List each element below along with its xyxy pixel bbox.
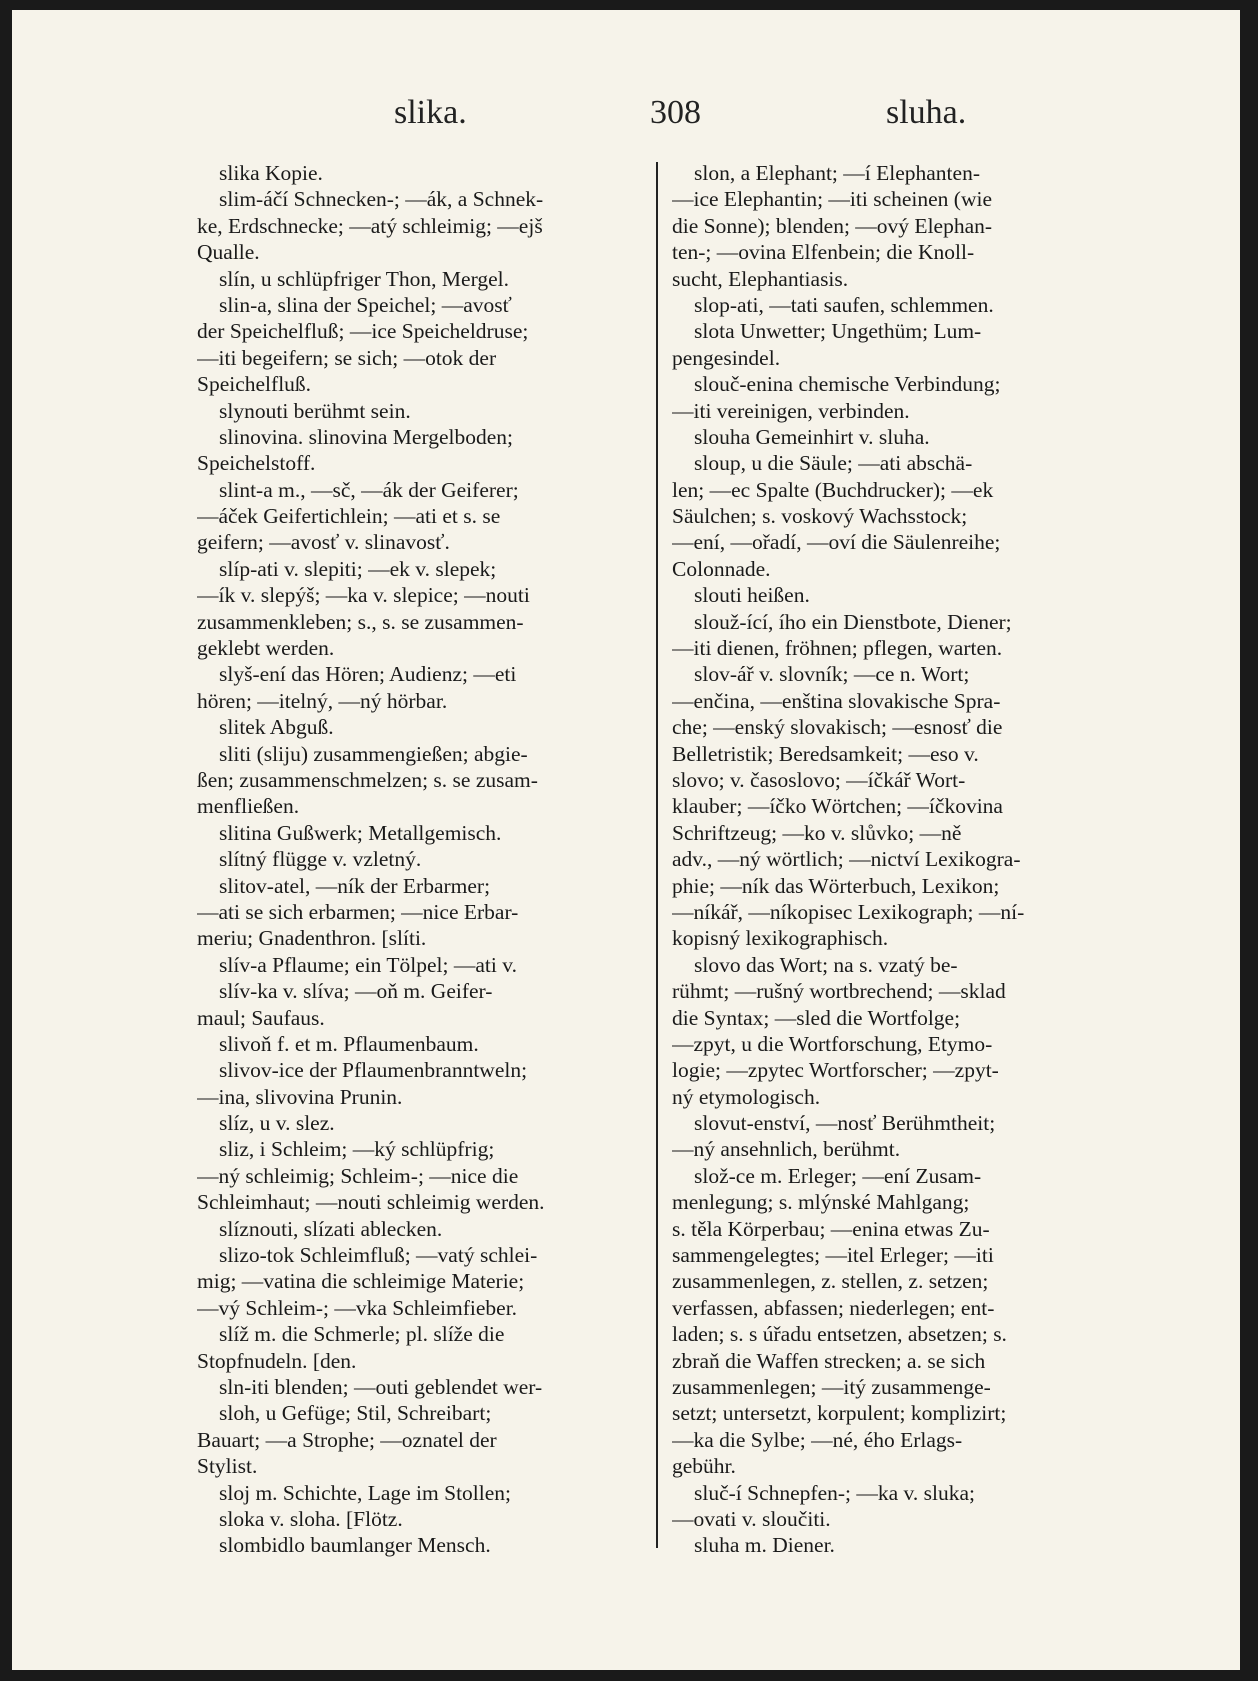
entry-line: klauber; —íčko Wörtchen; —íčkovina — [672, 794, 1003, 819]
entry-line: slíz, u v. slez. — [219, 1111, 335, 1136]
entry-line: slota Unwetter; Ungethüm; Lum- — [694, 319, 982, 344]
entry-line: ný etymologisch. — [672, 1084, 821, 1109]
entry-line: phie; —ník das Wörterbuch, Lexikon; — [672, 873, 1000, 898]
entry-line: —iti vereinigen, verbinden. — [672, 398, 910, 423]
entry-line: geifern; —avosť v. slinavosť. — [197, 530, 450, 555]
entry-line: sluha m. Diener. — [694, 1533, 835, 1558]
entry-line: slitina Gußwerk; Metallgemisch. — [219, 820, 502, 845]
entry-line: menfließen. — [197, 794, 300, 819]
right-column — [672, 160, 1144, 1559]
entry-line: Säulchen; s. voskový Wachsstock; — [672, 504, 968, 529]
left-column — [197, 160, 669, 1559]
entry-line: Schriftzeug; —ko v. slůvko; —ně — [672, 820, 962, 845]
entry-line: —vý Schleim-; —vka Schleimfieber. — [197, 1295, 518, 1320]
entry-line: slíznouti, slízati ablecken. — [219, 1216, 443, 1241]
entry-line: ßen; zusammenschmelzen; s. se zusam- — [197, 767, 538, 792]
entry-line: adv., —ný wörtlich; —nictví Lexikogra- — [672, 847, 1021, 872]
entry-line: gebühr. — [672, 1454, 736, 1479]
header-right-word: sluha. — [886, 94, 967, 131]
entry-line: verfassen, abfassen; niederlegen; ent- — [672, 1295, 995, 1320]
entry-line: sloh, u Gefüge; Stil, Schreibart; — [219, 1401, 492, 1426]
entry-line: —ka die Sylbe; —né, ého Erlags- — [672, 1427, 963, 1452]
entry-line: sloj m. Schichte, Lage im Stollen; — [219, 1480, 512, 1505]
entry-line: che; —enský slovakisch; —esnosť die — [672, 715, 1003, 740]
entry-line: —ík v. slepýš; —ka v. slepice; —nouti — [197, 583, 530, 608]
entry-line: slíp-ati v. slepiti; —ek v. slepek; — [219, 556, 497, 581]
entry-line: slovo das Wort; na s. vzatý be- — [694, 952, 958, 977]
entry-line: Schleimhaut; —nouti schleimig werden. — [197, 1190, 545, 1215]
page-header — [182, 94, 1082, 144]
entry-line: slítný flügge v. vzletný. — [219, 847, 422, 872]
entry-line: —ný schleimig; Schleim-; —nice die — [197, 1163, 519, 1188]
page-number: 308 — [650, 94, 701, 131]
entry-line: sloka v. sloha. [Flötz. — [219, 1506, 403, 1531]
entry-line: —zpyt, u die Wortforschung, Etymo- — [672, 1031, 993, 1056]
entry-line: laden; s. s úřadu entsetzen, absetzen; s. — [672, 1322, 1007, 1347]
entry-line: slouč-enina chemische Verbindung; — [694, 372, 1001, 397]
entry-line: —ovati v. sloučiti. — [672, 1506, 831, 1531]
entry-line: slop-ati, —tati saufen, schlemmen. — [694, 292, 994, 317]
entry-line: meriu; Gnadenthron. [slíti. — [197, 926, 427, 951]
entry-line: Bauart; —a Strophe; —oznatel der — [197, 1427, 497, 1452]
entry-line: pengesindel. — [672, 345, 781, 370]
entry-line: slív-ka v. slíva; —oň m. Geifer- — [219, 979, 493, 1004]
entry-line: len; —ec Spalte (Buchdrucker); —ek — [672, 477, 994, 502]
entry-line: slon, a Elephant; —í Elephanten- — [694, 161, 980, 185]
entry-line: sluč-í Schnepfen-; —ka v. sluka; — [694, 1480, 976, 1505]
entry-line: der Speichelfluß; —ice Speicheldruse; — [197, 319, 529, 344]
entry-line: zusammenkleben; s., s. se zusammen- — [197, 609, 524, 634]
entry-line: sammengelegtes; —itel Erleger; —iti — [672, 1243, 994, 1268]
entry-line: rühmt; —rušný wortbrechend; —sklad — [672, 979, 1006, 1004]
entry-line: slyš-ení das Hören; Audienz; —eti — [219, 662, 517, 687]
entry-line: zusammenlegen, z. stellen, z. setzen; — [672, 1269, 989, 1294]
entry-line: slin-a, slina der Speichel; —avosť — [219, 292, 512, 317]
entry-line: zbraň die Waffen strecken; a. se sich — [672, 1348, 986, 1373]
entry-line: die Syntax; —sled die Wortfolge; — [672, 1005, 961, 1030]
entry-line: sliz, i Schleim; —ký schlüpfrig; — [219, 1137, 495, 1162]
entry-line: Speichelfluß. — [197, 372, 312, 397]
entry-line: Qualle. — [197, 240, 260, 265]
entry-line: slizo-tok Schleimfluß; —vatý schlei- — [219, 1243, 538, 1268]
entry-line: slint-a m., —sč, —ák der Geiferer; — [219, 477, 519, 502]
entry-line: setzt; untersetzt, korpulent; komplizirt; — [672, 1401, 1007, 1426]
entry-line: slika Kopie. — [219, 161, 323, 185]
entry-line: Stopfnudeln. [den. — [197, 1348, 357, 1373]
entry-line: zusammenlegen; —itý zusammenge- — [672, 1374, 991, 1399]
entry-line: slíž m. die Schmerle; pl. slíže die — [219, 1322, 505, 1347]
entry-line: slombidlo baumlanger Mensch. — [219, 1533, 491, 1558]
entry-line: hören; —itelný, —ný hörbar. — [197, 688, 448, 713]
entry-line: slitov-atel, —ník der Erbarmer; — [219, 873, 491, 898]
entry-line: slim-áčí Schnecken-; —ák, a Schnek- — [219, 187, 544, 212]
entry-line: —iti dienen, fröhnen; pflegen, warten. — [672, 636, 1003, 661]
column-divider — [656, 162, 658, 1548]
entry-line: slynouti berühmt sein. — [219, 398, 411, 423]
entry-line: s. těla Körperbau; —enina etwas Zu- — [672, 1216, 990, 1241]
entry-line: die Sonne); blenden; —ový Elephan- — [672, 213, 993, 238]
entry-line: sucht, Elephantiasis. — [672, 266, 849, 291]
entry-line: —iti begeifern; se sich; —otok der — [197, 345, 497, 370]
entry-line: slinovina. slinovina Mergelboden; — [219, 424, 513, 449]
entry-line: —áček Geifertichlein; —ati et s. se — [197, 504, 501, 529]
entry-line: —ice Elephantin; —iti scheinen (wie — [672, 187, 993, 212]
entry-line: slín, u schlüpfriger Thon, Mergel. — [219, 266, 510, 291]
entry-line: —enčina, —enština slovakische Spra- — [672, 688, 1001, 713]
entry-line: ten-; —ovina Elfenbein; die Knoll- — [672, 240, 975, 265]
entry-line: Stylist. — [197, 1454, 258, 1479]
entry-line: maul; Saufaus. — [197, 1005, 325, 1030]
entry-line: Colonnade. — [672, 556, 771, 581]
dictionary-page — [12, 10, 1240, 1670]
entry-line: sln-iti blenden; —outi geblendet wer- — [219, 1374, 543, 1399]
entry-line: logie; —zpytec Wortforscher; —zpyt- — [672, 1058, 999, 1083]
entry-line: slouti heißen. — [694, 583, 810, 608]
header-left-word: slika. — [394, 94, 467, 131]
entry-line: mig; —vatina die schleimige Materie; — [197, 1269, 525, 1294]
entry-line: —ení, —ořadí, —oví die Säulenreihe; — [672, 530, 1001, 555]
entry-line: slivov-ice der Pflaumenbranntweln; — [219, 1058, 528, 1083]
entry-line: geklebt werden. — [197, 636, 335, 661]
entry-line: slovut-enství, —nosť Berühmtheit; — [694, 1111, 996, 1136]
entry-line: Speichelstoff. — [197, 451, 316, 476]
entry-line: Belletristik; Beredsamkeit; —eso v. — [672, 741, 979, 766]
entry-line: —ina, slivovina Prunin. — [197, 1084, 403, 1109]
entry-line: slivoň f. et m. Pflaumenbaum. — [219, 1031, 479, 1056]
entry-line: sloup, u die Säule; —ati abschä- — [694, 451, 973, 476]
entry-line: slitek Abguß. — [219, 715, 334, 740]
entry-line: —ati se sich erbarmen; —nice Erbar- — [197, 899, 519, 924]
entry-line: slož-ce m. Erleger; —ení Zusam- — [694, 1163, 982, 1188]
entry-line: kopisný lexikographisch. — [672, 926, 889, 951]
entry-line: slovo; v. časoslovo; —íčkář Wort- — [672, 767, 966, 792]
entry-line: slív-a Pflaume; ein Tölpel; —ati v. — [219, 952, 517, 977]
entry-line: slouha Gemeinhirt v. sluha. — [694, 424, 930, 449]
entry-line: slouž-ící, ího ein Dienstbote, Diener; — [694, 609, 1012, 634]
entry-line: —ný ansehnlich, berühmt. — [672, 1137, 901, 1162]
entry-line: menlegung; s. mlýnské Mahlgang; — [672, 1190, 970, 1215]
entry-line: sliti (sliju) zusammengießen; abgie- — [219, 741, 528, 766]
entry-line: —níkář, —níkopisec Lexikograph; —ní- — [672, 899, 1025, 924]
entry-line: slov-ář v. slovník; —ce n. Wort; — [694, 662, 970, 687]
entry-line: ke, Erdschnecke; —atý schleimig; —ejš — [197, 213, 543, 238]
